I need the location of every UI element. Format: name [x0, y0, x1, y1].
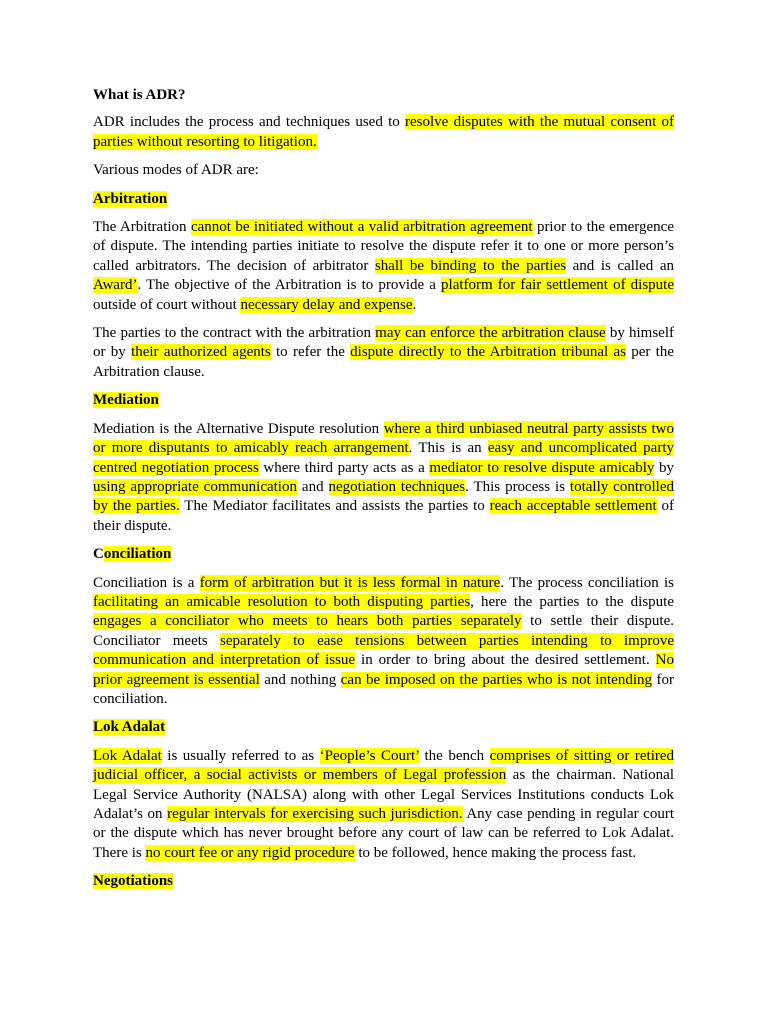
- highlight: mediator to resolve dispute amicably: [429, 459, 655, 476]
- text-run: ADR includes the process and techniques used to: [93, 114, 405, 131]
- highlight: platform for fair settlement of dispute: [441, 277, 674, 294]
- highlight: comprises of sitting or retired judicial officer, a social activists or members of Legal profession: [93, 747, 675, 784]
- highlight: using appropriate communication: [93, 478, 297, 495]
- text-run: .: [412, 296, 417, 313]
- highlight: regular intervals for exercising such jurisdiction.: [167, 806, 463, 822]
- highlight: reach acceptable settlement: [489, 498, 657, 515]
- highlight: shall be binding to the parties: [374, 257, 567, 274]
- highlight: may can enforce the arbitration clause: [375, 325, 606, 342]
- text-run: where third party acts as a: [258, 459, 430, 476]
- highlight: cannot be initiated without a valid arbitration agreement: [190, 219, 533, 236]
- highlight: no court fee or any rigid procedure: [145, 844, 355, 861]
- text-run: of their dispute.: [93, 498, 674, 534]
- section-heading-conciliation: [93, 545, 674, 564]
- text-run: outside of court without: [93, 296, 241, 313]
- highlight: necessary delay and expense: [240, 296, 413, 313]
- text-run: Conciliation is a: [93, 574, 200, 591]
- highlight: resolve disputes with the mutual consent of parties without resorting to litigation.: [93, 114, 674, 150]
- arbitration-paragraph-1: [93, 218, 674, 315]
- highlight: onciliation: [103, 546, 172, 563]
- text-run: The Mediator facilitates and assists the parties to: [179, 498, 490, 515]
- highlight: engages a conciliator who meets to hears both parties separately: [93, 613, 522, 630]
- highlight: negotiation techniques: [328, 478, 466, 495]
- text-run: for conciliation.: [93, 671, 674, 707]
- text-run: to be followed, hence making the process fast.: [354, 844, 637, 861]
- highlight: Mediation: [93, 392, 159, 409]
- highlight: Lok Adalat: [93, 747, 162, 764]
- document-page: [93, 86, 674, 901]
- highlight: their authorized agents: [131, 344, 271, 361]
- highlight: No prior agreement is essential: [93, 652, 674, 688]
- text-run: The parties to the contract with the arbitration: [93, 325, 376, 342]
- highlight: dispute directly to the Arbitration tribunal as: [350, 344, 626, 361]
- text-run: . The process conciliation is: [500, 574, 675, 591]
- text-run: per the Arbitration clause.: [93, 344, 674, 380]
- text-run: . This process is: [465, 478, 570, 495]
- text-run: prior to the emergence of dispute. The intending parties initiate to resolve the dispute refer it to one or more person’s called arbitrators. The decision of arbitrator: [93, 219, 674, 274]
- highlight: Lok Adalat: [93, 719, 166, 736]
- highlight: where a third unbiased neutral party assists two or more disputants to amicably reach arrangement: [93, 420, 674, 457]
- text-run: . This is an: [408, 440, 488, 457]
- text-run: to settle their dispute. Conciliator meets: [93, 613, 674, 649]
- section-heading-arbitration: [93, 190, 674, 209]
- text-run: to refer the: [270, 344, 351, 361]
- arbitration-paragraph-2: [93, 324, 674, 382]
- highlight: totally controlled by the parties.: [93, 478, 674, 515]
- lok-adalat-paragraph: [93, 747, 674, 863]
- highlight: can be imposed on the parties who is not intending: [340, 671, 652, 688]
- text-run: as the chairman. National Legal Service Authority (NALSA) along with other Legal Services Institutions conducts Lok Adalat’s on: [93, 767, 675, 822]
- highlight: form of arbitration but it is less formal in nature: [199, 574, 501, 591]
- conciliation-paragraph: [93, 574, 674, 710]
- text-run: by himself or by: [93, 325, 674, 361]
- highlight: separately to ease tensions between parties intending to improve communication and interpretation of issue: [93, 632, 674, 669]
- highlight: centred negotiation process: [93, 459, 259, 476]
- text-run: the bench: [419, 747, 490, 764]
- section-heading-negotiations: [93, 872, 674, 891]
- section-heading-lok-adalat: [93, 718, 674, 737]
- highlight: Arbitration: [93, 190, 168, 207]
- highlight: Award’: [93, 277, 138, 294]
- mediation-paragraph: [93, 420, 674, 536]
- highlight: easy and uncomplicated party: [487, 440, 675, 457]
- text-run: and: [296, 478, 329, 495]
- page-title: What is ADR?: [93, 87, 186, 103]
- text-run: and is called an: [566, 257, 674, 274]
- text-run: in order to bring about the desired settlement.: [355, 652, 656, 669]
- text-run: Mediation is the Alternative Dispute resolution: [93, 420, 384, 437]
- section-heading-mediation: [93, 391, 674, 410]
- highlight: ‘People’s Court’: [319, 747, 420, 764]
- highlight: facilitating an amicable resolution to both disputing parties: [93, 593, 471, 610]
- intro-paragraph: [93, 113, 674, 152]
- text-run: and nothing: [259, 671, 341, 688]
- text-run: . The objective of the Arbitration is to provide a: [137, 277, 442, 294]
- text-run: , here the parties to the dispute: [470, 593, 674, 610]
- text-run: Any case pending in regular court or the dispute which has never brought before any court of law can be referred to Lok Adalat. There is: [93, 806, 674, 861]
- modes-paragraph: Various modes of ADR are:: [93, 162, 259, 179]
- text-run: is usually referred to as: [161, 747, 320, 764]
- highlight: Negotiations: [93, 873, 173, 890]
- text-run: The Arbitration: [93, 219, 191, 236]
- heading-initial: C: [93, 546, 104, 563]
- text-run: by: [654, 459, 674, 476]
